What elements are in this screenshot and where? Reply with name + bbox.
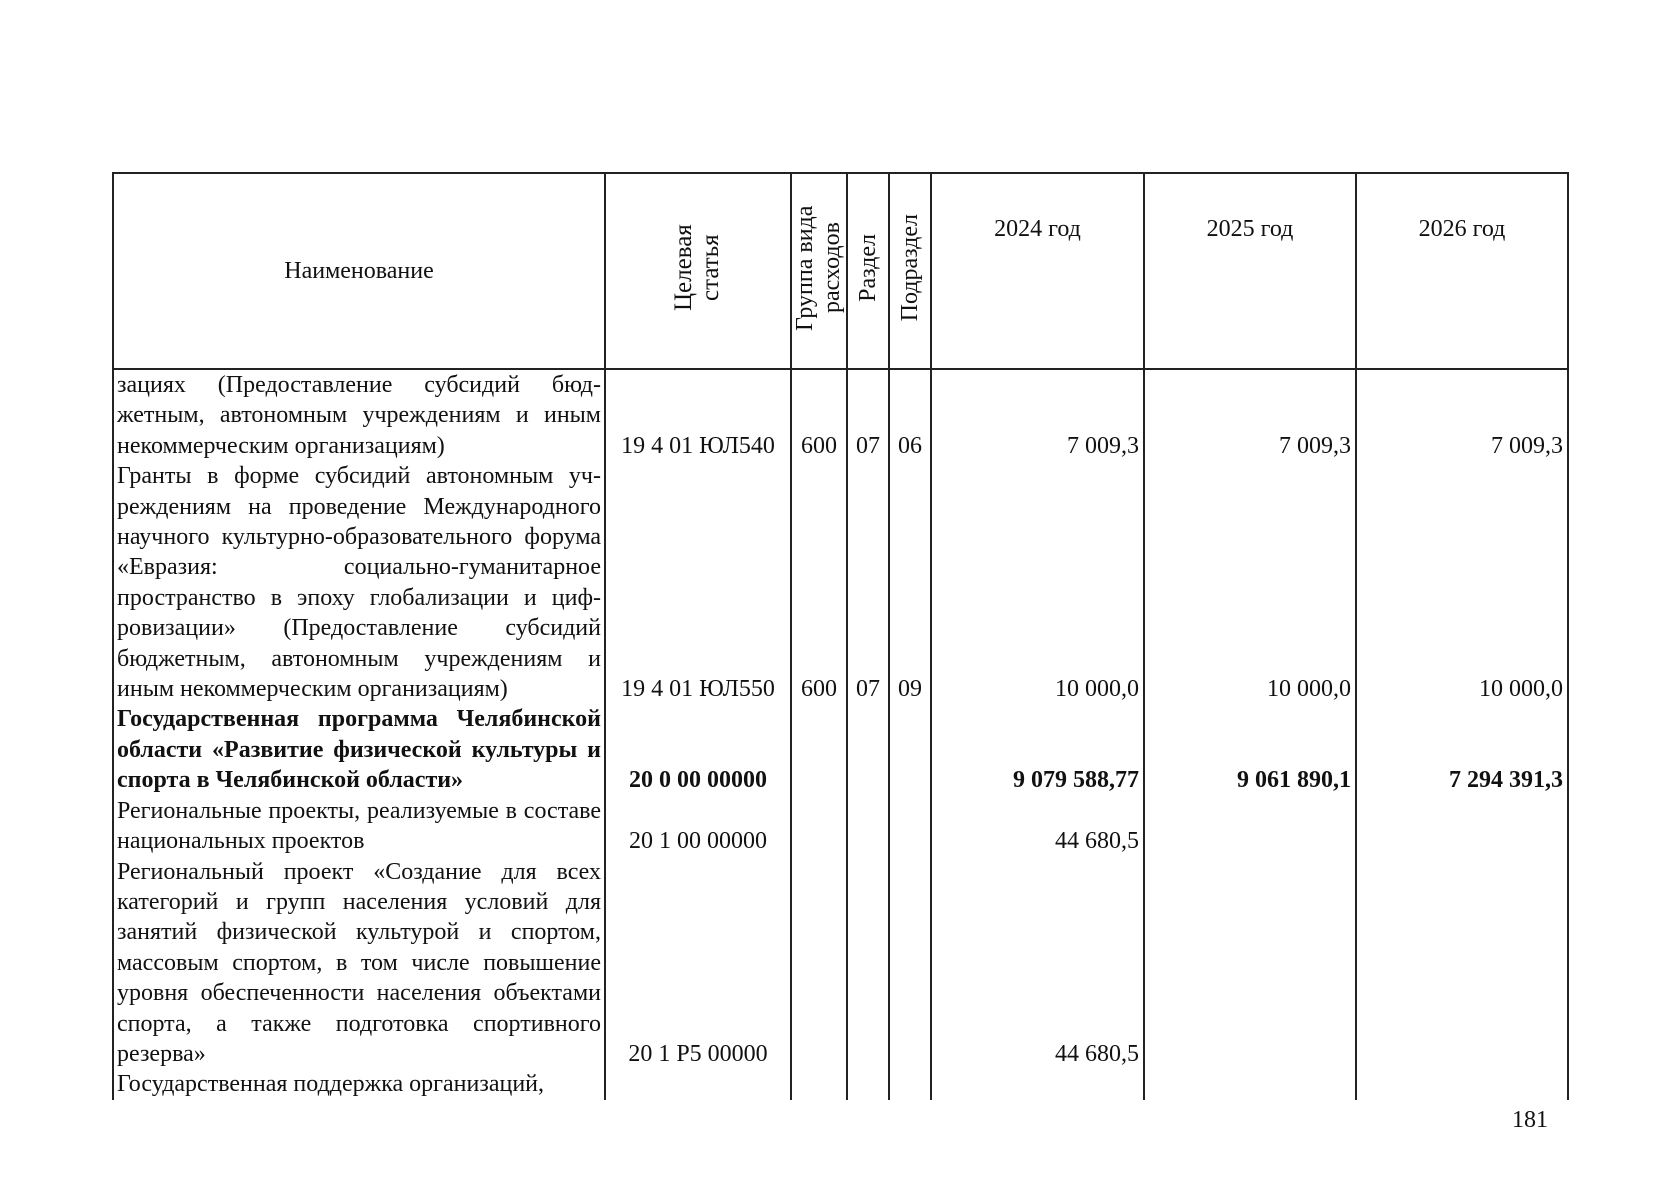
row-2026: 7 009,3: [1356, 369, 1568, 461]
row-target-article: 19 4 01 ЮЛ550: [605, 461, 791, 704]
row-target-article: 20 1 P5 00000: [605, 857, 791, 1070]
row-2026: [1356, 1069, 1568, 1099]
header-subsection: Подраздел: [889, 173, 931, 369]
row-2024: [931, 1069, 1144, 1099]
row-2024: 44 680,5: [931, 796, 1144, 857]
table-row: [113, 369, 1568, 461]
row-expense-group: 600: [791, 461, 847, 704]
row-2025: [1144, 1069, 1356, 1099]
row-name: Гранты в форме субсидий автономным учреждениям на проведение Международного научного культурно-образовательного форума «Евразия: социально-гуманитарное пространство в эпоху глобализации и цифровизации» (Предоставление субсидий бюджетным, автономным учреждениям и иным некоммерческим организациям): [113, 461, 605, 704]
table-row: [113, 461, 1568, 704]
header-row: [113, 173, 1568, 369]
header-section: Раздел: [847, 173, 889, 369]
row-name: Государственная поддержка организаций,: [113, 1069, 605, 1099]
row-2026: [1356, 857, 1568, 1070]
row-name: Региональный проект «Создание для всех категорий и групп населения условий для занятий физической культурой и спортом, массовым спортом, в том числе повышение уровня обеспеченности населения объектами спорта, а также подготовка спортивного резерва»: [113, 857, 605, 1070]
header-target-article: Целевая статья: [605, 173, 791, 369]
row-2026: 10 000,0: [1356, 461, 1568, 704]
row-expense-group: [791, 796, 847, 857]
row-expense-group: 600: [791, 369, 847, 461]
table-row: [113, 857, 1568, 1070]
row-2025: 9 061 890,1: [1144, 704, 1356, 795]
row-target-article: 20 0 00 00000: [605, 704, 791, 795]
row-2024: 9 079 588,77: [931, 704, 1144, 795]
row-2024: 44 680,5: [931, 857, 1144, 1070]
row-section: [847, 857, 889, 1070]
row-2026: [1356, 796, 1568, 857]
row-name: зациях (Предоставление субсидий бюджетным, автономным учреждениям и иным некоммерческим организациям): [113, 369, 605, 461]
header-expense-group: Группа вида расходов: [791, 173, 847, 369]
row-2025: 7 009,3: [1144, 369, 1356, 461]
header-2024: 2024 год: [931, 173, 1144, 369]
row-section: [847, 1069, 889, 1099]
row-2024: 10 000,0: [931, 461, 1144, 704]
header-2026: 2026 год: [1356, 173, 1568, 369]
budget-table: [112, 172, 1569, 1100]
row-2025: [1144, 857, 1356, 1070]
row-2024: 7 009,3: [931, 369, 1144, 461]
table-row: [113, 704, 1568, 795]
budget-table-container: [112, 172, 1567, 1100]
row-subsection: 06: [889, 369, 931, 461]
row-2026: 7 294 391,3: [1356, 704, 1568, 795]
row-target-article: 20 1 00 00000: [605, 796, 791, 857]
table-row: [113, 796, 1568, 857]
row-name: Государственная программа Челябинской области «Развитие физической культуры и спорта в Челябинской области»: [113, 704, 605, 795]
row-subsection: [889, 1069, 931, 1099]
row-subsection: [889, 796, 931, 857]
row-section: [847, 704, 889, 795]
row-2025: [1144, 796, 1356, 857]
row-section: 07: [847, 461, 889, 704]
row-2025: 10 000,0: [1144, 461, 1356, 704]
row-target-article: [605, 1069, 791, 1099]
row-section: 07: [847, 369, 889, 461]
row-name: Региональные проекты, реализуемые в составе национальных проектов: [113, 796, 605, 857]
table-row: [113, 1069, 1568, 1099]
row-subsection: [889, 704, 931, 795]
row-target-article: 19 4 01 ЮЛ540: [605, 369, 791, 461]
header-name: Наименование: [113, 173, 605, 369]
row-expense-group: [791, 1069, 847, 1099]
row-expense-group: [791, 857, 847, 1070]
page-number: 181: [1512, 1107, 1548, 1133]
header-2025: 2025 год: [1144, 173, 1356, 369]
row-subsection: 09: [889, 461, 931, 704]
row-subsection: [889, 857, 931, 1070]
row-expense-group: [791, 704, 847, 795]
row-section: [847, 796, 889, 857]
